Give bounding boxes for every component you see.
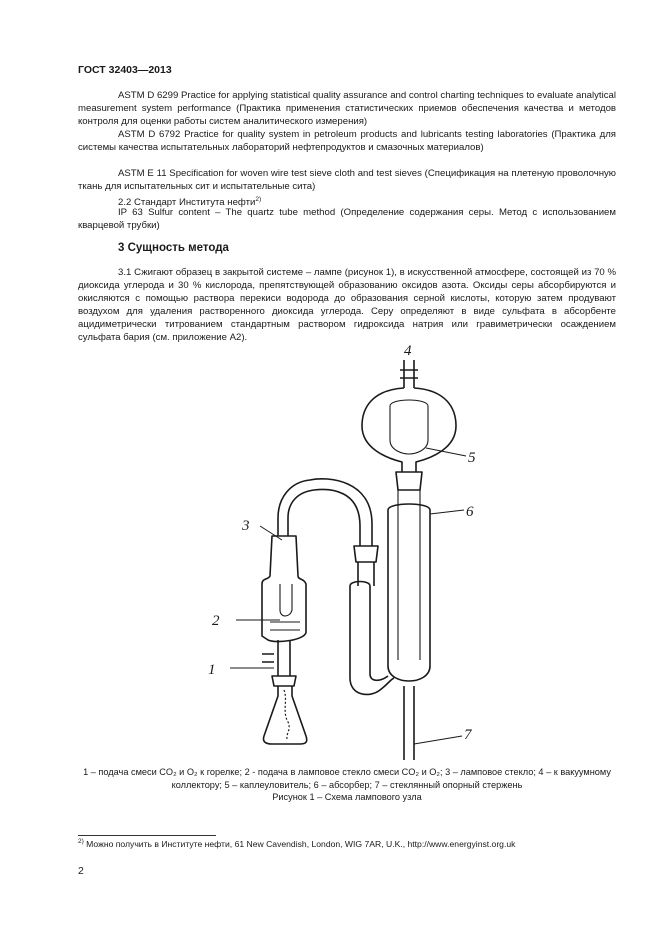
figure-caption: Рисунок 1 – Схема лампового узла	[272, 792, 422, 802]
footnote-divider	[78, 835, 216, 836]
reference-ip63: IP 63 Sulfur content – The quartz tube method (Определение содержания серы. Метод с использованием кварцевой трубки)	[78, 207, 616, 232]
absorber-outer-tube	[388, 504, 430, 681]
footnote-text: Можно получить в Институте нефти, 61 New Cavendish, London, WIG 7AR, U.K., http://www.energyinst.org.uk	[86, 838, 516, 849]
reference-astm-d6299: ASTM D 6299 Practice for applying statistical quality assurance and control charting techniques to evaluate analytical measurement system performance (Практика применения статистических приемов обеспечения качества и методов контроля для оценки работы систем аналитического измерения)	[78, 90, 616, 128]
figure-label-1: 1	[208, 662, 216, 678]
figure-label-3: 3	[242, 518, 250, 534]
page-number: 2	[78, 865, 84, 877]
figure-label-5: 5	[468, 450, 476, 466]
lamp-chimney	[262, 536, 306, 642]
figure-legend: 1 – подача смеси CO₂ и O₂ к горелке; 2 - подача в ламповое стекло смеси CO₂ и O₂; 3 – ламповое стекло; 4 – к вакуумному коллектору; 5 – каплеуловитель; 6 – абсорбер; 7 – стеклянный опорный стержень	[83, 767, 611, 790]
reference-astm-d6792: ASTM D 6792 Practice for quality system in petroleum products and lubricants testing laboratories (Практика для системы качества испытательных лабораторий нефтепродуктов и смазочных материалов)	[78, 129, 616, 154]
vacuum-outlet-tube	[404, 360, 414, 388]
subsection-2-2-text: 2.2 Стандарт Института нефти	[118, 197, 256, 209]
footnote	[78, 838, 515, 849]
reference-astm-e11: ASTM E 11 Specification for woven wire test sieve cloth and test sieves (Спецификация на плетеную проволочную ткань для испытательных сит и испытательные сита)	[78, 168, 616, 193]
figure-label-6: 6	[466, 504, 474, 520]
lamp-assembly-diagram	[190, 340, 490, 760]
figure-label-4: 4	[404, 343, 412, 359]
document-header: ГОСТ 32403—2013	[78, 64, 172, 76]
footnote-mark: 2)	[78, 838, 84, 845]
section-paragraph-3-1: 3.1 Сжигают образец в закрытой системе – лампе (рисунок 1), в искусственной атмосфере, состоящей из 70 % диоксида углерода и 30 % кислорода, препятствующей образованию оксидов азота. Оксиды серы абсорбируются и окисляются с помощью раствора перекиси водорода до образования серной кислоты, которую затем продувают воздухом для удаления растворенного диоксида углерода. Серу определяют в виде сульфата в абсорбенте ацидиметрически титрованием стандартным раствором гидроксида натрия или гравиметрически осаждением сульфата бария (см. приложение А2).	[78, 267, 616, 344]
footnote-ref-mark: 2)	[255, 196, 262, 203]
droplet-trap-bulb	[362, 388, 456, 472]
glass-support-rod	[404, 686, 414, 760]
figure-label-2: 2	[212, 613, 220, 629]
figure-label-7: 7	[464, 727, 472, 743]
section-title: 3 Сущность метода	[118, 242, 229, 254]
